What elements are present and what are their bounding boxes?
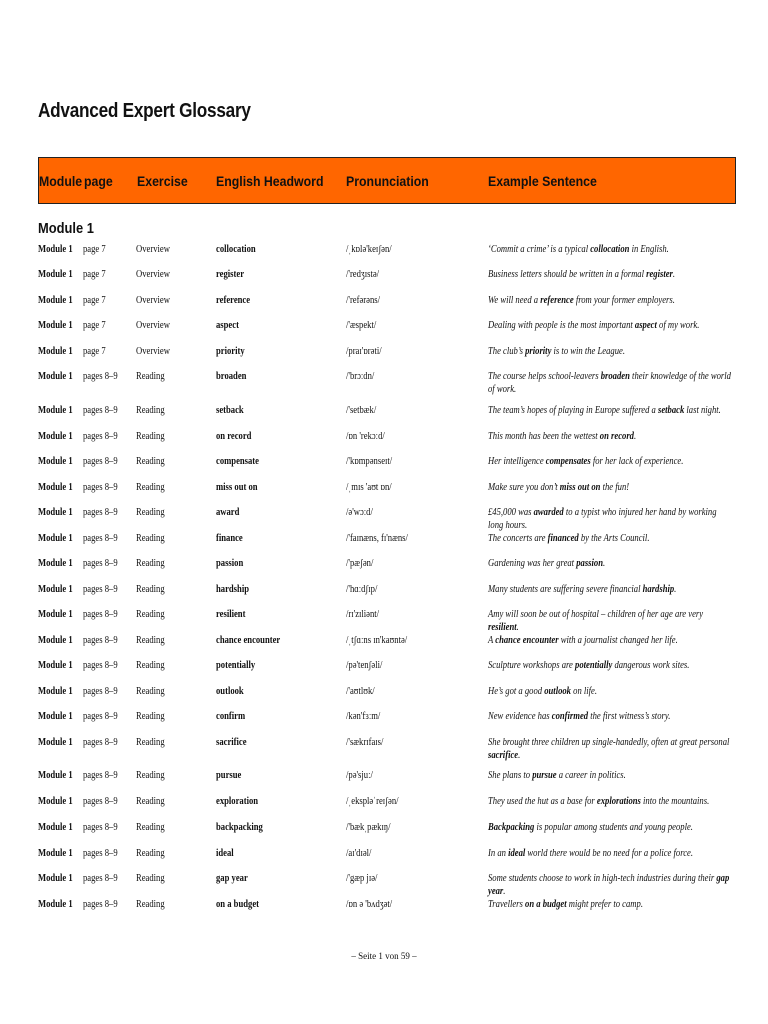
cell-example-sentence [488,481,734,494]
cell-exercise: Reading [136,558,165,569]
sentence-text: the first witness’s story. [588,711,671,722]
cell-headword: compensate [216,456,259,467]
cell-exercise: Reading [136,456,165,467]
sentence-text: Many students are suffering severe financial [488,584,643,595]
cell-example-sentence [488,506,734,532]
cell-page: pages 8–9 [83,899,118,910]
cell-module: Module 1 [38,770,73,781]
sentence-text: We will need a [488,295,541,306]
cell-page: pages 8–9 [83,822,118,833]
cell-exercise: Overview [136,269,170,280]
cell-page: pages 8–9 [83,584,118,595]
cell-pronunciation: /praɪ'ɒrəti/ [346,346,382,357]
cell-page: pages 8–9 [83,873,118,884]
sentence-text: the fun! [600,482,630,493]
sentence-text: . [518,750,521,761]
cell-pronunciation: /'setbæk/ [346,405,377,416]
sentence-text: He’s got a good [488,686,545,697]
cell-headword: collocation [216,244,256,255]
sentence-text: . [674,584,677,595]
cell-pronunciation: /'pæʃən/ [346,558,374,569]
cell-module: Module 1 [38,584,73,595]
cell-headword: on record [216,431,252,442]
cell-pronunciation: /'kɒmpənseɪt/ [346,456,393,467]
cell-example-sentence [488,608,734,634]
cell-pronunciation: /ˌekspləˈreɪʃən/ [346,796,399,807]
sentence-text: Some students choose to work in high-tech industries during their [488,873,717,884]
cell-headword: sacrifice [216,737,247,748]
cell-pronunciation: /'æspekt/ [346,320,377,331]
cell-example-sentence [488,455,734,468]
cell-example-sentence [488,769,734,782]
sentence-text: Make sure you don’t [488,482,560,493]
cell-module: Module 1 [38,660,73,671]
cell-example-sentence [488,847,734,860]
cell-module: Module 1 [38,507,73,518]
sentence-keyword: ideal [508,848,526,859]
sentence-text: She plans to [488,770,533,781]
sentence-text: The team’s hopes of playing in Europe suffered a [488,405,658,416]
cell-pronunciation: /'gæp jɪə/ [346,873,378,884]
cell-page: pages 8–9 [83,558,118,569]
sentence-text: Her intelligence [488,456,546,467]
cell-exercise: Reading [136,609,165,620]
sentence-text: . [516,622,519,633]
cell-pronunciation: /pə'sjuː/ [346,770,373,781]
cell-pronunciation: /aɪ'dɪəl/ [346,848,372,859]
cell-page: pages 8–9 [83,482,118,493]
cell-pronunciation: /'refərəns/ [346,295,381,306]
sentence-text: Travellers [488,899,526,910]
cell-exercise: Overview [136,244,170,255]
sentence-keyword: chance encounter [495,635,559,646]
cell-page: pages 8–9 [83,635,118,646]
cell-pronunciation: /'aʊtlʊk/ [346,686,375,697]
cell-pronunciation: /'brɔːdn/ [346,371,375,382]
sentence-keyword: reference [540,295,574,306]
cell-exercise: Reading [136,711,165,722]
sentence-keyword: on a budget [525,899,567,910]
cell-exercise: Overview [136,320,170,331]
page-title: Advanced Expert Glossary [38,100,251,122]
cell-pronunciation: /'faɪnæns, fɪ'næns/ [346,533,408,544]
cell-page: page 7 [83,269,106,280]
cell-example-sentence [488,319,734,332]
sentence-keyword: confirmed [551,711,589,722]
column-header-module: Module [39,173,83,189]
sentence-keyword: Backpacking [488,822,535,833]
cell-example-sentence [488,404,734,417]
cell-exercise: Reading [136,533,165,544]
sentence-text: The club’s [488,346,526,357]
cell-module: Module 1 [38,609,73,620]
cell-example-sentence [488,345,734,358]
cell-headword: miss out on [216,482,258,493]
cell-pronunciation: /'bækˌpækɪŋ/ [346,822,391,833]
cell-module: Module 1 [38,295,73,306]
sentence-keyword: collocation [590,244,630,255]
sentence-text: world there would be no need for a police force. [525,848,694,859]
cell-module: Module 1 [38,405,73,416]
cell-headword: reference [216,295,251,306]
sentence-text: with a journalist changed her life. [558,635,678,646]
sentence-text: into the mountains. [640,796,710,807]
sentence-text: a career in politics. [556,770,626,781]
page-footer: – Seite 1 von 59 – [351,951,417,961]
cell-headword: resilient [216,609,246,620]
cell-module: Module 1 [38,848,73,859]
cell-pronunciation: /ˌmɪs 'aʊt ɒn/ [346,482,392,493]
cell-exercise: Reading [136,796,165,807]
cell-example-sentence [488,294,734,307]
cell-pronunciation: /kən'fɜːm/ [346,711,381,722]
cell-module: Module 1 [38,899,73,910]
cell-headword: backpacking [216,822,263,833]
cell-module: Module 1 [38,320,73,331]
cell-example-sentence [488,634,734,647]
cell-headword: setback [216,405,244,416]
cell-example-sentence [488,583,734,596]
sentence-text: Dealing with people is the most important [488,320,635,331]
sentence-keyword: setback [657,405,685,416]
cell-page: pages 8–9 [83,371,118,382]
cell-page: pages 8–9 [83,431,118,442]
cell-page: pages 8–9 [83,686,118,697]
cell-example-sentence [488,243,734,256]
cell-headword: priority [216,346,245,357]
cell-page: pages 8–9 [83,660,118,671]
sentence-keyword: awarded [533,507,564,518]
cell-example-sentence [488,532,734,545]
cell-headword: hardship [216,584,249,595]
sentence-keyword: explorations [596,796,641,807]
cell-page: page 7 [83,295,106,306]
cell-headword: pursue [216,770,242,781]
cell-headword: ideal [216,848,234,859]
sentence-text: of my work. [656,320,700,331]
cell-exercise: Reading [136,507,165,518]
cell-headword: potentially [216,660,256,671]
cell-module: Module 1 [38,371,73,382]
sentence-text: last night. [684,405,721,416]
cell-exercise: Reading [136,822,165,833]
cell-exercise: Reading [136,482,165,493]
cell-headword: on a budget [216,899,260,910]
cell-example-sentence [488,268,734,281]
cell-pronunciation: /ɒn ə 'bʌdʒət/ [346,899,393,910]
cell-module: Module 1 [38,635,73,646]
cell-exercise: Reading [136,770,165,781]
sentence-text: for her lack of experience. [590,456,684,467]
cell-exercise: Overview [136,295,170,306]
sentence-text: Sculpture workshops are [488,660,576,671]
cell-headword: register [216,269,245,280]
cell-exercise: Overview [136,346,170,357]
sentence-text: This month has been the wettest [488,431,600,442]
sentence-text: to a typist who injured her hand by working long hours. [488,507,717,531]
sentence-text: . [672,269,676,280]
cell-example-sentence [488,370,734,396]
cell-exercise: Reading [136,635,165,646]
cell-pronunciation: /rɪ'zɪliənt/ [346,609,380,620]
cell-headword: outlook [216,686,244,697]
cell-pronunciation: /pə'tenʃəli/ [346,660,383,671]
sentence-text: in English. [629,244,669,255]
sentence-keyword: financed [547,533,579,544]
cell-module: Module 1 [38,558,73,569]
sentence-keyword: resilient [488,622,517,633]
cell-exercise: Reading [136,660,165,671]
sentence-text: . [503,886,506,897]
cell-page: page 7 [83,320,106,331]
cell-module: Module 1 [38,822,73,833]
cell-exercise: Reading [136,848,165,859]
cell-exercise: Reading [136,584,165,595]
sentence-text: The concerts are [488,533,548,544]
column-header-page: page [84,173,113,189]
sentence-text: ‘Commit a crime’ is a typical [488,244,591,255]
cell-example-sentence [488,821,734,834]
cell-headword: exploration [216,796,259,807]
cell-pronunciation: /'sækrɪfaɪs/ [346,737,384,748]
cell-exercise: Reading [136,873,165,884]
cell-headword: confirm [216,711,246,722]
cell-page: page 7 [83,346,106,357]
sentence-keyword: broaden [600,371,630,382]
cell-page: pages 8–9 [83,533,118,544]
sentence-text: She brought three children up single-handedly, often at great personal [488,737,730,748]
cell-headword: aspect [216,320,239,331]
sentence-keyword: miss out on [559,482,601,493]
cell-headword: finance [216,533,243,544]
cell-exercise: Reading [136,405,165,416]
cell-example-sentence [488,795,734,808]
cell-module: Module 1 [38,482,73,493]
cell-page: pages 8–9 [83,711,118,722]
sentence-keyword: gap year [488,873,730,897]
sentence-text: might prefer to camp. [566,899,643,910]
cell-module: Module 1 [38,711,73,722]
sentence-keyword: on record [599,431,634,442]
cell-page: pages 8–9 [83,609,118,620]
cell-exercise: Reading [136,686,165,697]
sentence-text: . [602,558,606,569]
sentence-keyword: passion [576,558,603,569]
sentence-keyword: hardship [642,584,675,595]
sentence-keyword: potentially [575,660,613,671]
sentence-text: by the Arts Council. [578,533,650,544]
cell-module: Module 1 [38,456,73,467]
cell-headword: chance encounter [216,635,281,646]
cell-module: Module 1 [38,686,73,697]
cell-module: Module 1 [38,796,73,807]
column-header-pronunciation: Pronunciation [346,173,429,189]
sentence-text: The course helps school-leavers [488,371,601,382]
cell-module: Module 1 [38,533,73,544]
cell-headword: passion [216,558,244,569]
column-header-headword: English Headword [216,173,324,189]
sentence-text: Gardening was her great [488,558,577,569]
cell-headword: award [216,507,240,518]
cell-exercise: Reading [136,899,165,910]
cell-example-sentence [488,736,734,762]
cell-headword: broaden [216,371,247,382]
sentence-keyword: compensates [545,456,591,467]
cell-pronunciation: /ˌkɒlə'keɪʃən/ [346,244,392,255]
sentence-text: New evidence has [488,711,552,722]
sentence-keyword: register [646,269,673,280]
cell-page: pages 8–9 [83,848,118,859]
sentence-text: A [488,635,496,646]
cell-module: Module 1 [38,737,73,748]
sentence-text: They used the hut as a base for [488,796,597,807]
sentence-text: is popular among students and young people. [534,822,693,833]
sentence-text: £45,000 was [488,507,534,518]
cell-example-sentence [488,872,734,898]
cell-example-sentence [488,898,734,911]
section-title: Module 1 [38,220,94,237]
cell-page: page 7 [83,244,106,255]
sentence-keyword: pursue [532,770,557,781]
cell-page: pages 8–9 [83,405,118,416]
cell-exercise: Reading [136,431,165,442]
sentence-text: Amy will soon be out of hospital – children of her age are very [488,609,704,620]
cell-example-sentence [488,557,734,570]
cell-module: Module 1 [38,431,73,442]
cell-module: Module 1 [38,269,73,280]
cell-pronunciation: /ɒn 'rekɔːd/ [346,431,385,442]
column-header-exercise: Exercise [137,173,188,189]
sentence-text: . [633,431,637,442]
cell-page: pages 8–9 [83,796,118,807]
sentence-keyword: sacrifice [488,750,519,761]
cell-example-sentence [488,710,734,723]
cell-module: Module 1 [38,244,73,255]
cell-pronunciation: /'redʒɪstə/ [346,269,380,280]
sentence-text: dangerous work sites. [612,660,690,671]
cell-example-sentence [488,430,734,443]
cell-example-sentence [488,659,734,672]
sentence-text: is to win the League. [551,346,625,357]
cell-headword: gap year [216,873,248,884]
cell-exercise: Reading [136,371,165,382]
cell-page: pages 8–9 [83,456,118,467]
sentence-text: their knowledge of the world of work. [488,371,731,395]
sentence-text: Business letters should be written in a formal [488,269,647,280]
cell-pronunciation: /ˌtʃɑːns ɪn'kaʊntə/ [346,635,408,646]
cell-page: pages 8–9 [83,737,118,748]
cell-page: pages 8–9 [83,507,118,518]
sentence-text: In an [488,848,509,859]
cell-exercise: Reading [136,737,165,748]
sentence-text: from your former employers. [573,295,675,306]
sentence-keyword: outlook [544,686,571,697]
sentence-keyword: priority [525,346,552,357]
cell-module: Module 1 [38,346,73,357]
column-header-sentence: Example Sentence [488,173,597,189]
cell-example-sentence [488,685,734,698]
sentence-text: on life. [570,686,598,697]
cell-page: pages 8–9 [83,770,118,781]
cell-pronunciation: /'hɑːdʃɪp/ [346,584,378,595]
cell-pronunciation: /ə'wɔːd/ [346,507,373,518]
sentence-keyword: aspect [634,320,657,331]
cell-module: Module 1 [38,873,73,884]
